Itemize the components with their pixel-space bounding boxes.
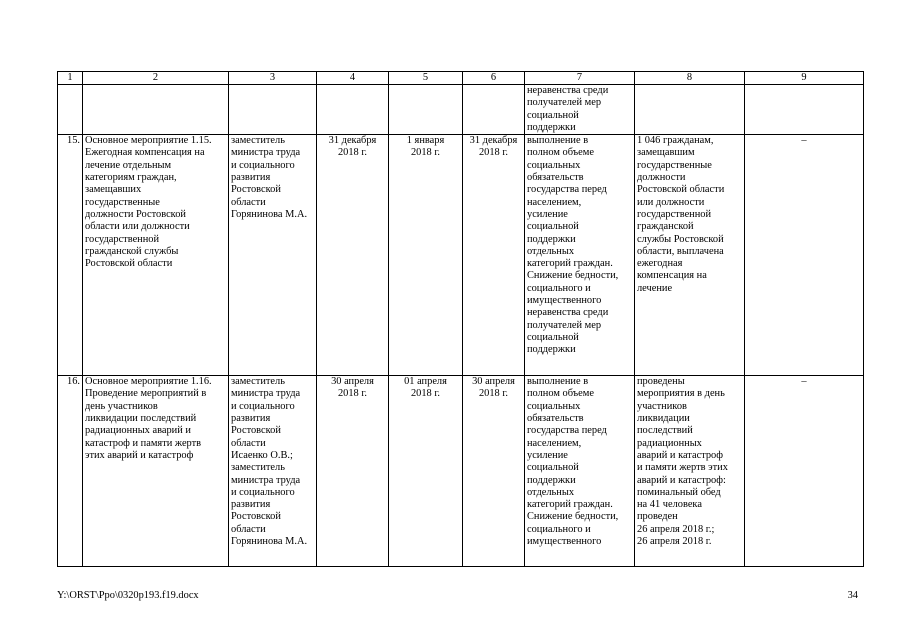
cell-col4: 31 декабря 2018 г. xyxy=(317,135,389,376)
cell-activity xyxy=(83,85,229,135)
cell-responsible xyxy=(229,85,317,135)
cell-col9: – xyxy=(745,376,864,567)
footer-page-number: 34 xyxy=(847,590,858,601)
cell-number: 16. xyxy=(58,376,83,567)
header-cell: 4 xyxy=(317,72,389,85)
cell-actual-result: проведены мероприятия в день участников ликвидации последствий радиационных аварий и катастроф и памяти жертв этих аварий и катастроф: поминальный обед на 41 человека проведен 26 апреля 2018 г.; 26 апреля 2018 г. xyxy=(635,376,745,567)
cell-col5: 01 апреля 2018 г. xyxy=(389,376,463,567)
header-cell: 6 xyxy=(463,72,525,85)
cell-actual-result: 1 046 гражданам, замещавшим государственные должности Ростовской области или должности государственной гражданской службы Ростовской области, выплачена ежегодная компенсация на лечение xyxy=(635,135,745,376)
header-cell: 3 xyxy=(229,72,317,85)
table-row xyxy=(58,135,864,376)
cell-col9: – xyxy=(745,135,864,376)
cell-col6: 30 апреля 2018 г. xyxy=(463,376,525,567)
table-row xyxy=(58,376,864,567)
header-cell: 8 xyxy=(635,72,745,85)
cell-expected-result: выполнение в полном объеме социальных обязательств государства перед населением, усиление социальной поддержки отдельных категорий граждан. Снижение бедности, социального и имущественного xyxy=(525,376,635,567)
cell-col6 xyxy=(463,85,525,135)
cell-expected-result: выполнение в полном объеме социальных обязательств государства перед населением, усиление социальной поддержки отдельных категорий граждан. Снижение бедности, социального и имущественного неравенства среди получателей мер социальной поддержки xyxy=(525,135,635,376)
cell-activity: Основное мероприятие 1.15. Ежегодная компенсация на лечение отдельным категориям граждан, замещавших государственные должности Ростовской области или должности государственной гражданской службы Ростовской области xyxy=(83,135,229,376)
cell-col4: 30 апреля 2018 г. xyxy=(317,376,389,567)
header-cell: 2 xyxy=(83,72,229,85)
header-cell: 9 xyxy=(745,72,864,85)
cell-actual-result xyxy=(635,85,745,135)
cell-col6: 31 декабря 2018 г. xyxy=(463,135,525,376)
table-row-continuation xyxy=(58,85,864,135)
cell-number: 15. xyxy=(58,135,83,376)
cell-col9 xyxy=(745,85,864,135)
cell-expected-result: неравенства среди получателей мер социальной поддержки xyxy=(525,85,635,135)
header-cell: 1 xyxy=(58,72,83,85)
cell-number xyxy=(58,85,83,135)
header-cell: 7 xyxy=(525,72,635,85)
table-header-row xyxy=(58,72,864,85)
footer-file-path: Y:\ORST\Ppo\0320p193.f19.docx xyxy=(57,590,199,601)
cell-activity: Основное мероприятие 1.16. Проведение мероприятий в день участников ликвидации последствий радиационных аварий и катастроф и памяти жертв этих аварий и катастроф xyxy=(83,376,229,567)
cell-col5: 1 января 2018 г. xyxy=(389,135,463,376)
cell-col5 xyxy=(389,85,463,135)
cell-responsible: заместитель министра труда и социального развития Ростовской области Горянинова М.А. xyxy=(229,135,317,376)
report-table xyxy=(57,71,864,567)
header-cell: 5 xyxy=(389,72,463,85)
cell-responsible: заместитель министра труда и социального развития Ростовской области Исаенко О.В.; заместитель министра труда и социального развития Ростовской области Горянинова М.А. xyxy=(229,376,317,567)
cell-col4 xyxy=(317,85,389,135)
